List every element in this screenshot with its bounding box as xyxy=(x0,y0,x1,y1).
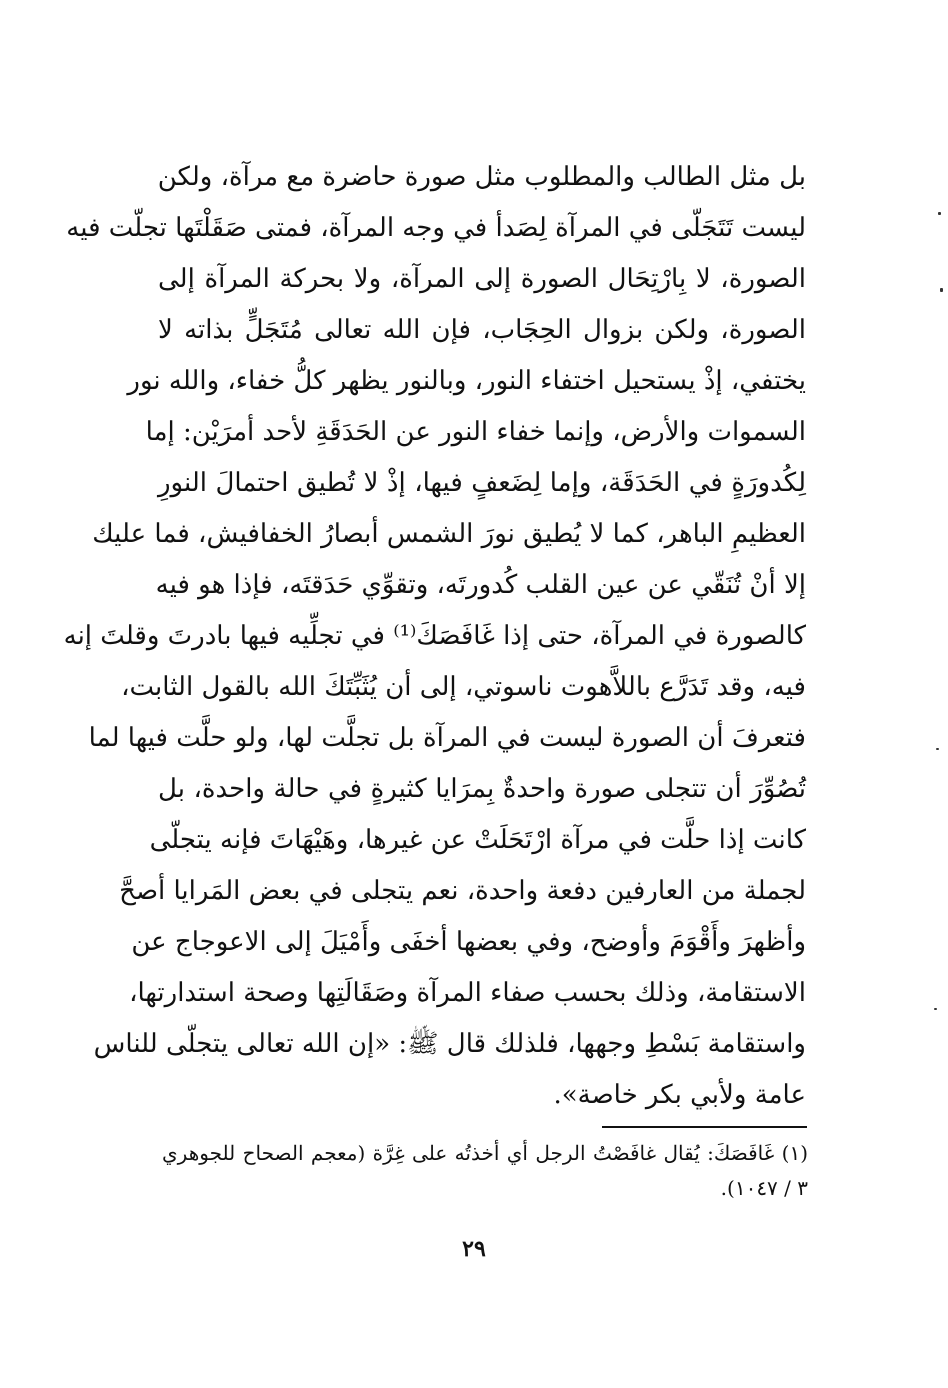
text-line: لِكُدورَةٍ في الحَدَقَة، وإما لِضَعفٍ فيها، إذْ لا تُطيق احتمالَ النورِ xyxy=(158,468,806,498)
text-line: كانت إذا حلَّت في مرآة ارْتَحَلَتْ عن غيرها، وهَيْهَاتَ فإنه يتجلّى xyxy=(149,825,806,855)
text-line-last: عامة ولأبي بكر خاصة». xyxy=(553,1080,806,1110)
footnote-line: (١) غَافَصَكَ: يُقال غافَصْتُ الرجل أي أخذتُه على غِرَّة (معجم الصحاح للجوهري xyxy=(162,1141,808,1165)
text-line: فتعرفَ أن الصورة ليست في المرآة بل تجلَّت لها، ولو حلَّت فيها لما xyxy=(88,723,806,753)
text-line: الصورة، لا بِارْتِحَال الصورة إلى المرآة، ولا بحركة المرآة إلى xyxy=(158,264,806,294)
text-line: فيه، وقد تَدَرَّع باللاَّهوت ناسوتي، إلى أن يُثَبِّتَكَ الله بالقول الثابت، xyxy=(121,672,806,702)
footnote-line-last: ٣ / ١٠٤٧). xyxy=(720,1176,808,1200)
text-line: السموات والأرض، وإنما خفاء النور عن الحَدَقَةِ لأحد أمرَيْن: إما xyxy=(145,417,806,447)
scan-speck xyxy=(940,288,943,292)
text-line: بل مثل الطالب والمطلوب مثل صورة حاضرة مع مرآة، ولكن xyxy=(157,162,806,192)
scan-speck xyxy=(936,748,939,750)
text-line: ليست تَتَجَلّى في المرآة لِصَدأ في وجه المرآة، فمتى صَقَلْتَها تجلّت فيه xyxy=(66,213,806,243)
text-line: تُصُوِّرَ أن تتجلى صورة واحدةٌ بِمرَايا كثيرةٍ في حالة واحدة، بل xyxy=(158,774,806,804)
text-line: إلا أنْ تُنَقّي عن عين القلب كُدورتَه، وتقوِّي حَدَقتَه، فإذا هو فيه xyxy=(155,570,806,600)
text-line: كالصورة في المرآة، حتى إذا غَافَصَكَ⁽¹⁾ في تجلِّيه فيها بادرتَ وقلتَ إنه xyxy=(63,621,806,651)
footnote-separator xyxy=(602,1126,807,1128)
text-line: يختفي، إذْ يستحيل اختفاء النور، وبالنور يظهر كلُّ خفاء، والله نور xyxy=(127,366,806,396)
text-line: لجملة من العارفين دفعة واحدة، نعم يتجلى في بعض المَرايا أصحَّ xyxy=(119,876,806,906)
text-line: العظيمِ الباهر، كما لا يُطيق نورَ الشمس أبصارُ الخفافيش، فما عليك xyxy=(92,519,806,549)
scan-speck xyxy=(934,1008,937,1010)
main-text-block xyxy=(63,152,806,1121)
text-line: الصورة، ولكن بزوال الحِجَاب، فإن الله تعالى مُتَجَلٍّ بذاته لا xyxy=(158,315,806,345)
text-line: واستقامة بَسْطِ وجهها، فلذلك قال ﷺ: «إن الله تعالى يتجلّى للناس xyxy=(93,1029,806,1059)
text-line: وأظهرَ وأَقْوَمَ وأوضح، وفي بعضها أخفَى وأَمْيَلَ إلى الاعوجاج عن xyxy=(131,927,806,957)
scan-speck xyxy=(938,212,941,215)
text-line: الاستقامة، وذلك بحسب صفاء المرآة وصَقَالَتِها وصحة استدارتها، xyxy=(129,978,806,1008)
footnote-block xyxy=(162,1136,808,1206)
page-number: ٢٩ xyxy=(462,1236,486,1262)
